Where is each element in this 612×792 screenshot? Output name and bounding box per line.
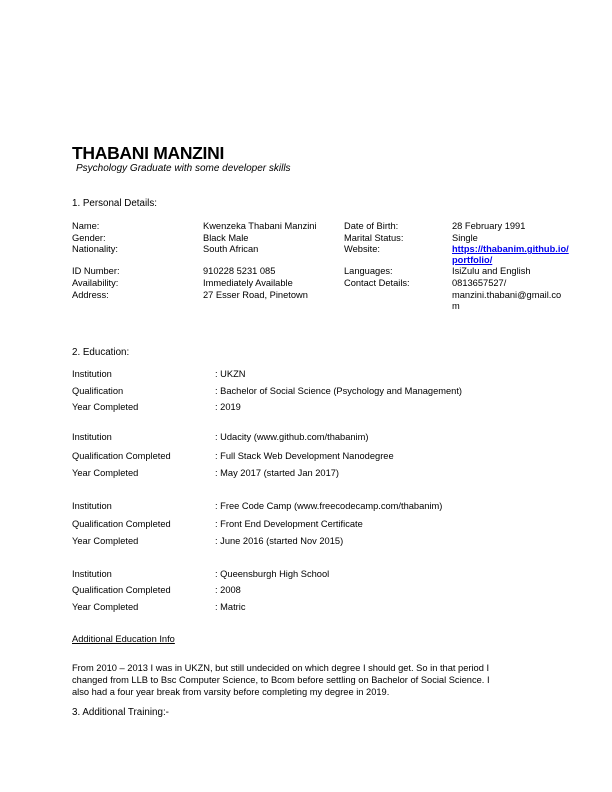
education-value: : Udacity (www.github.com/thabanim) [215,432,369,442]
label: Address: [72,290,109,300]
education-label: Qualification Completed [72,585,171,595]
education-label: Qualification Completed [72,519,171,529]
education-value: : Full Stack Web Development Nanodegree [215,451,394,461]
dob-value: 28 February 1991 [452,221,526,231]
label: Languages: [344,266,393,276]
label: Availability: [72,278,119,288]
education-label: Institution [72,432,112,442]
value: South African [203,244,259,254]
tagline: Psychology Graduate with some developer skills [76,163,291,174]
additional-education-heading: Additional Education Info [72,634,175,644]
education-value: : 2008 [215,585,241,595]
section-personal-heading: 1. Personal Details: [72,198,157,209]
label: Gender: [72,233,106,243]
education-label: Institution [72,369,112,379]
education-value: : June 2016 (started Nov 2015) [215,536,344,546]
paragraph-line: also had a four year break from varsity before completing my degree in 2019. [72,687,390,697]
education-label: Year Completed [72,402,139,412]
label: ID Number: [72,266,120,276]
education-label: Year Completed [72,468,139,478]
education-value: : May 2017 (started Jan 2017) [215,468,340,478]
education-label: Qualification Completed [72,451,171,461]
email-value: manzini.thabani@gmail.co [452,290,562,300]
languages-value: IsiZulu and English [452,266,531,276]
education-value: : Free Code Camp (www.freecodecamp.com/thabanim) [215,501,443,511]
value: Immediately Available [203,278,293,288]
value: 910228 5231 085 [203,266,276,276]
education-label: Year Completed [72,602,139,612]
education-value: : Front End Development Certificate [215,519,363,529]
education-value: : Matric [215,602,246,612]
value: Black Male [203,233,249,243]
education-value: : Queensburgh High School [215,569,330,579]
paragraph-line: From 2010 – 2013 I was in UKZN, but still undecided on which degree I should get. So in that period I [72,663,490,673]
education-value: : Bachelor of Social Science (Psychology and Management) [215,386,463,396]
value: Kwenzeka Thabani Manzini [203,221,317,231]
label: Name: [72,221,100,231]
section-training-heading: 3. Additional Training:- [72,707,169,718]
label: Date of Birth: [344,221,399,231]
resume-name: THABANI MANZINI [72,143,225,163]
marital-value: Single [452,233,478,243]
phone-value: 0813657527/ [452,278,507,288]
education-label: Year Completed [72,536,139,546]
paragraph-line: changed from LLB to Bsc Computer Science, to Bcom before settling on Bachelor of Social Science. I [72,675,490,685]
website-link-cont[interactable]: portfolio/ [452,255,493,265]
label: Nationality: [72,244,118,254]
education-value: : 2019 [215,402,241,412]
education-label: Qualification [72,386,124,396]
education-label: Institution [72,501,112,511]
label: Website: [344,244,380,254]
value: 27 Esser Road, Pinetown [203,290,308,300]
email-value-cont: m [452,301,460,311]
label: Marital Status: [344,233,404,243]
education-value: : UKZN [215,369,246,379]
website-link[interactable]: https://thabanim.github.io/ [452,244,569,254]
label: Contact Details: [344,278,410,288]
education-label: Institution [72,569,112,579]
section-education-heading: 2. Education: [72,347,130,358]
